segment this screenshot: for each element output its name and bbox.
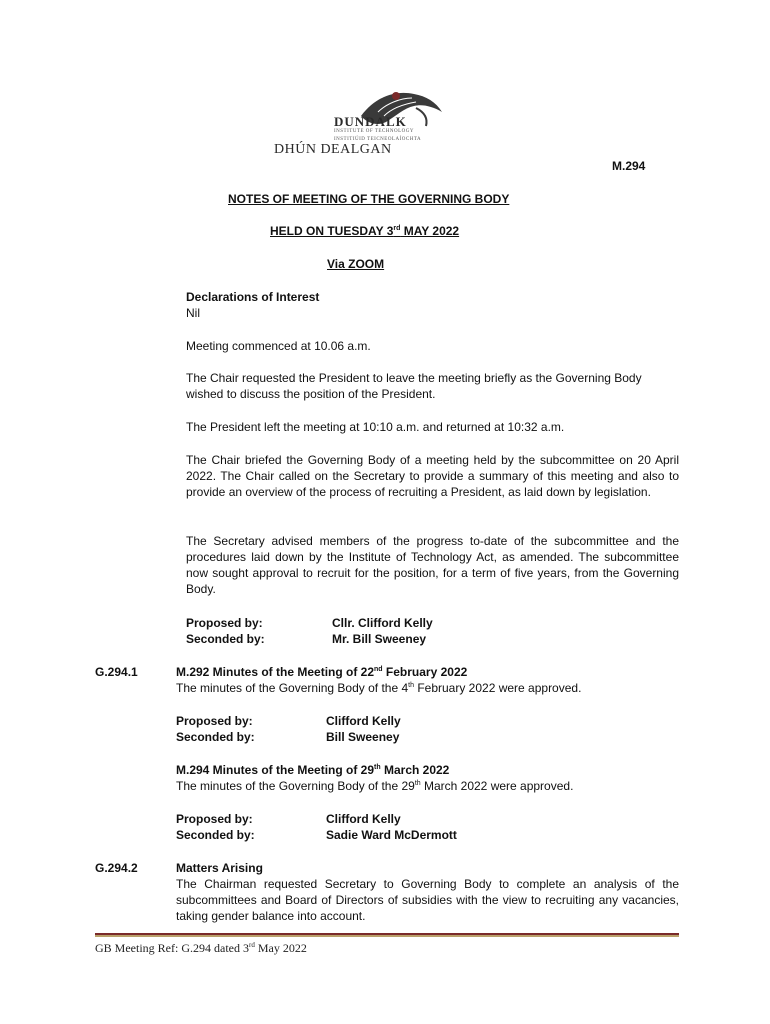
document-title: NOTES OF MEETING OF THE GOVERNING BODY — [228, 192, 510, 206]
footer-divider — [95, 933, 679, 937]
seconded-by-label: Seconded by: — [186, 632, 265, 646]
institute-logo — [274, 86, 446, 158]
item-text: The Chairman requested Secretary to Governing Body to complete an analysis of the subcommittees and Board of Directors of subsidies with the view to recruiting any vacancies, taking gender balance into account. — [176, 877, 679, 923]
item-heading: M.294 Minutes of the Meeting of 29th March 2022 — [176, 763, 450, 777]
proposed-by-value: Clifford Kelly — [326, 714, 401, 728]
item-text: The minutes of the Governing Body of the 29th March 2022 were approved. — [176, 779, 574, 793]
item-number: G.294.2 — [95, 861, 138, 875]
paragraph-commenced: Meeting commenced at 10.06 a.m. — [186, 339, 371, 353]
paragraph-president-left: The President left the meeting at 10:10 a.m. and returned at 10:32 a.m. — [186, 420, 565, 434]
seconded-by-value: Mr. Bill Sweeney — [332, 632, 427, 646]
item-heading: M.292 Minutes of the Meeting of 22nd February 2022 — [176, 665, 468, 679]
meeting-venue-heading: Via ZOOM — [327, 257, 385, 271]
paragraph-secretary-advised: The Secretary advised members of the progress to-date of the subcommittee and the procedures laid down by the Institute of Technology Act, as amended. The subcommittee now sought approval to recruit for the position, for a term of five years, from the Governing Body. — [186, 534, 679, 596]
seconded-by-value: Bill Sweeney — [326, 730, 400, 744]
proposed-by-label: Proposed by: — [176, 812, 253, 826]
meeting-date-heading: HELD ON TUESDAY 3rd MAY 2022 — [270, 224, 460, 238]
logo-subtitle-english: INSTITUTE OF TECHNOLOGY — [334, 129, 415, 134]
item-text: The minutes of the Governing Body of the 4th February 2022 were approved. — [176, 681, 582, 695]
seconded-by-label: Seconded by: — [176, 730, 255, 744]
paragraph-chair-request: The Chair requested the President to leave the meeting briefly as the Governing Body wished to discuss the position of the President. — [186, 371, 642, 401]
document-reference: M.294 — [612, 159, 646, 173]
logo-name: DUNDALK — [334, 114, 407, 129]
logo-irish-name: DHÚN DEALGAN — [274, 142, 392, 157]
seconded-by-value: Sadie Ward McDermott — [326, 828, 457, 842]
logo-subtitle-irish: INSTITIÚID TEICNEOLAÍOCHTA — [334, 137, 422, 142]
paragraph-chair-briefed: The Chair briefed the Governing Body of a meeting held by the subcommittee on 20 April 2022. The Chair called on the Secretary to provide a summary of this meeting and also to provide an overview of the process of recruiting a President, as laid down by legislation. — [186, 453, 679, 499]
item-heading: Matters Arising — [176, 861, 263, 875]
footer-reference: GB Meeting Ref: G.294 dated 3rd May 2022 — [95, 941, 307, 955]
proposed-by-value: Clifford Kelly — [326, 812, 401, 826]
proposed-by-label: Proposed by: — [186, 616, 263, 630]
proposed-by-value: Cllr. Clifford Kelly — [332, 616, 433, 630]
proposed-by-label: Proposed by: — [176, 714, 253, 728]
declarations-heading: Declarations of Interest — [186, 290, 320, 304]
declarations-value: Nil — [186, 306, 200, 320]
item-number: G.294.1 — [95, 665, 138, 679]
seconded-by-label: Seconded by: — [176, 828, 255, 842]
